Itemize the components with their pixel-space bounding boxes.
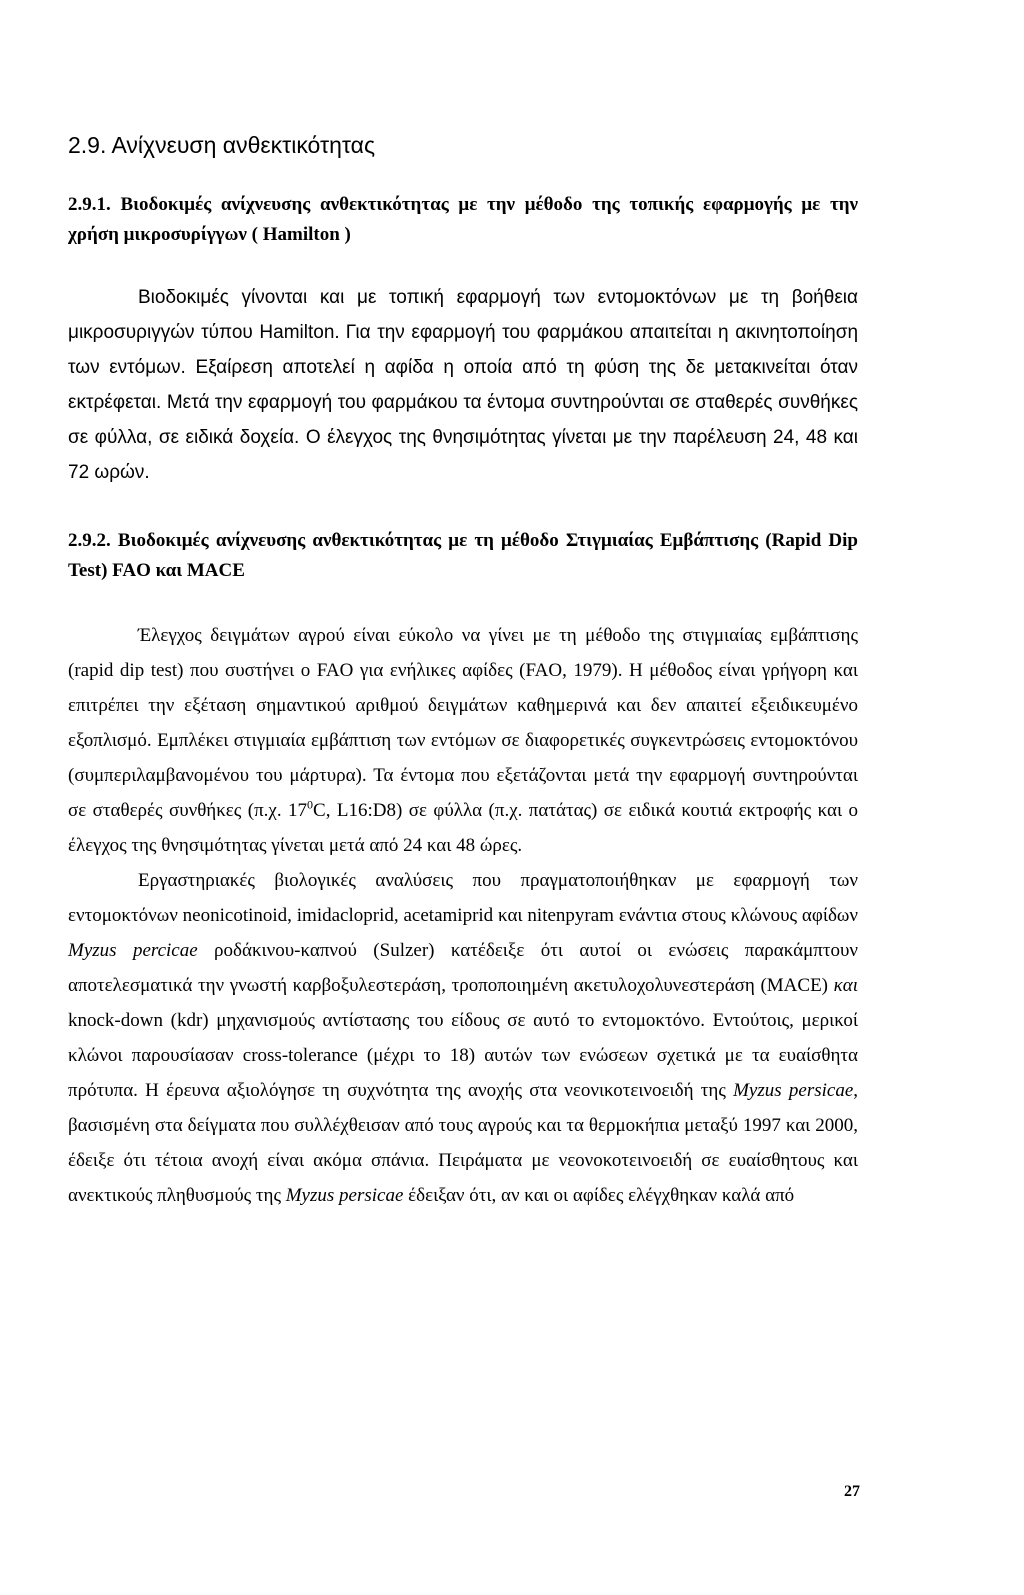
paragraph-text: C, L16:D8) σε φύλλα (π.χ. πατάτας) σε ειδικά κουτιά εκτροφής και ο έλεγχος της θνησιμότητας γίνεται μετά από 24 και 48 ώρες. <box>68 800 858 856</box>
superscript-degree: 0 <box>307 797 314 812</box>
page-number: 27 <box>844 1483 860 1500</box>
subsection-heading-2-9-1: 2.9.1. Βιοδοκιμές ανίχνευσης ανθεκτικότητας με την μέθοδο της τοπικής εφαρμογής με την χρήση μικροσυρίγγων ( Hamilton ) <box>68 194 858 245</box>
paragraph-text: Εργαστηριακές βιολογικές αναλύσεις που πραγματοποιήθηκαν με εφαρμογή των εντομοκτόνων neonicotinoid, imidacloprid, acetamiprid και nitenpyram ενάντια στους κλώνους αφίδων <box>68 870 858 926</box>
italic-conjunction: και <box>833 975 858 996</box>
paragraph-lab-analyses <box>68 863 858 1213</box>
paragraph-rapid-dip-test <box>68 618 858 863</box>
paragraph-text: έδειξαν ότι, αν και οι αφίδες ελέγχθηκαν καλά από <box>403 1185 795 1206</box>
paragraph-text: knock-down (kdr) μηχανισμούς αντίστασης του είδους σε αυτό το εντομοκτόνο. Εντούτοις, μερικοί κλώνοι παρουσίασαν cross-tolerance (μέχρι το 18) αυτών των ενώσεων σχετικά με τα ευαίσθητα πρότυπα. Η έρευνα αξιολόγησε τη συχνότητα της ανοχής στα νεονικοτεινοειδή της <box>68 1010 858 1101</box>
paragraph-text: Για την εφαρμογή του φαρμάκου απαιτείται η ακινητοποίηση των εντόμων. Εξαίρεση αποτελεί η αφίδα η οποία από τη φύση της δε μετακινείται όταν εκτρέφεται. Μετά την εφαρμογή του φαρμάκου τα έντομα συντηρούνται σε σταθερές συνθήκες σε φύλλα, σε ειδικά δοχεία. Ο έλεγχος της θνησιμότητας γίνεται με την παρέλευση 24, 48 και 72 ωρών. <box>68 322 859 483</box>
subsection-heading-2-9-2: 2.9.2. Βιοδοκιμές ανίχνευσης ανθεκτικότητας με τη μέθοδο Στιγμιαίας Εμβάπτισης (Rapid Dip Test) FAO και MACE <box>68 530 858 581</box>
species-name: Myzus persicae <box>285 1185 404 1206</box>
paragraph-topical-application <box>68 280 858 490</box>
paragraph-sentence-sans: Βιοδοκιμές γίνονται και με τοπική εφαρμογή των εντομοκτόνων με τη βοήθεια μικροσυριγγών τύπου Hamilton. <box>68 287 858 343</box>
document-body <box>68 190 858 1213</box>
paragraph-text: , βασισμένη στα δείγματα που συλλέχθεισαν από τους αγρούς και τα θερμοκήπια μεταξύ 1997 και 2000, έδειξε ότι τέτοια ανοχή είναι ακόμα σπάνια. Πειράματα με νεονοκοτεινοειδή σε ευαίσθητους και ανεκτικούς πληθυσμούς της <box>68 1080 859 1206</box>
paragraph-text: ροδάκινου-καπνού (Sulzer) κατέδειξε ότι αυτοί οι ενώσεις παρακάμπτουν αποτελεσματικά την γνωστή καρβοξυλεστεράση, τροποποιημένη ακετυλοχολυνεστεράση (MACE) <box>68 940 859 996</box>
section-title: 2.9. Ανίχνευση ανθεκτικότητας <box>68 132 376 158</box>
species-name: Myzus persicae <box>733 1080 854 1101</box>
paragraph-text: Έλεγχος δειγμάτων αγρού είναι εύκολο να γίνει με τη μέθοδο της στιγμιαίας εμβάπτισης (rapid dip test) που συστήνει ο FAO για ενήλικες αφίδες (FAO, 1979). Η μέθοδος είναι γρήγορη και επιτρέπει την εξέταση σημαντικού αριθμού δειγμάτων καθημερινά και δεν απαιτεί εξειδικευμένο εξοπλισμό. Εμπλέκει στιγμιαία εμβάπτιση των εντόμων σε διαφορετικές συγκεντρώσεις εντομοκτόνου (συμπεριλαμβανομένου του μάρτυρα). Τα έντομα που εξετάζονται μετά την εφαρμογή συντηρούνται σε σταθερές συνθήκες (π.χ. 17 <box>68 625 858 821</box>
spacer <box>68 586 858 618</box>
spacer <box>68 490 858 526</box>
spacer <box>68 250 858 280</box>
species-name: Myzus percicae <box>68 940 198 961</box>
